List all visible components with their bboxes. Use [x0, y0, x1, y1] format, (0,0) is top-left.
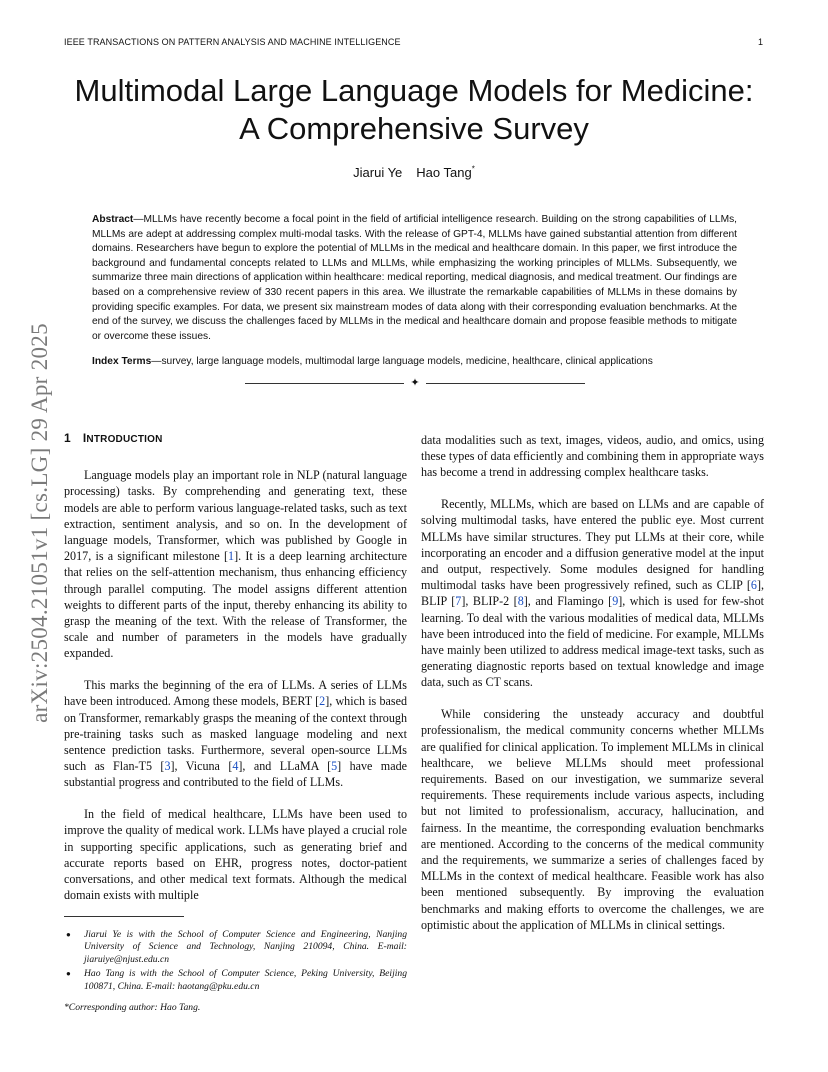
- abstract-label: Abstract: [92, 214, 134, 225]
- paragraph: data modalities such as text, images, videos, audio, and omics, using these types of data efficiently and combining them in appropriate ways has become a trend in addressing complex healthcare tasks.: [421, 433, 765, 480]
- citation-link[interactable]: 7: [455, 594, 462, 609]
- paragraph: While considering the unsteady accuracy and doubtful professionalism, the medical community concerns whether MLLMs are qualified for clinical application. To implement MLLMs in clinical healthcare, we believe MLLMs should meet professional requirements. Based on our investigation, we summarize several requirements. These requirements include various aspects, including but not limited to professionalism, accuracy, hallucination, and fairness. In the meantime, the corresponding evaluation benchmarks are mentioned. According to the concerns of the medical community and the requirements, we summarize a series of challenges faced by MLLMs in the context of medical healthcare. Feasible work has also been mentioned subsequently. By improving the evaluation benchmarks and making efforts to overcome the challenges, we are optimistic about the application of MLLMs in clinical settings.: [421, 707, 764, 932]
- citation-link[interactable]: 8: [517, 594, 524, 609]
- citation-link[interactable]: 4: [232, 759, 239, 774]
- corresponding-mark: *: [471, 165, 475, 174]
- author-name: Jiarui Ye: [353, 165, 403, 181]
- paragraph: In the field of medical healthcare, LLMs have been used to improve the quality of medical work. LLMs have played a crucial role in supporting specific applications, such as generating brief and accurate reports based on EHR, progress notes, doctor-patient conversations, and other medical text formats. Although the medical domain exists with multiple: [64, 807, 407, 903]
- right-column: [421, 432, 764, 933]
- footnote-rule: [64, 916, 184, 917]
- citation-link[interactable]: 1: [228, 549, 235, 564]
- citation-link[interactable]: 6: [750, 578, 757, 593]
- left-column: [64, 430, 407, 903]
- footnote: ● Hao Tang is with the School of Computer Science, Peking University, Beijing 100871, China. E-mail: haotang@pku.edu.cn: [66, 968, 407, 992]
- section-title-rest: NTRODUCTION: [86, 434, 163, 445]
- paragraph: Recently, MLLMs, which are based on LLMs and are capable of solving multimodal tasks, have entered the public eye. Most current MLLMs have similar structures. They put LLMs at their core, while incorporating an encoder and a diffusion generative model at the input and output, respectively. Some modules designed for handling multimodal tasks have been progressively refined, such as CLIP [6], BLIP [7], BLIP-2 [8], and Flamingo [9], which is used for few-shot learning. To deal with the various modalities of medical data, MLLMs have been introduced into the field of medicine. For example, MLLMs have mainly been utilized to address medical image-text tasks, such as generating diagnostic reports based on textual knowledge and image data, such as CT scans.: [421, 497, 765, 690]
- paragraph: This marks the beginning of the era of LLMs. A series of LLMs have been introduced. Among these models, BERT [2], which is based on Transformer, remarkably grasps the meaning of the context through pre-training tasks such as masked language modeling and next sentence prediction tasks. Furthermore, several open-source LLMs such as Flan-T5 [3], Vicuna [4], and LLaMA [5] have made substantial progress and contributed to the field of LLMs.: [64, 678, 407, 790]
- arxiv-identifier: [20, 283, 60, 763]
- author-list: [64, 165, 764, 180]
- footnotes: [64, 929, 407, 1014]
- page-number: 1: [758, 37, 764, 47]
- citation-link[interactable]: 3: [164, 759, 171, 774]
- index-terms-label: Index Terms: [92, 356, 152, 367]
- index-terms: [92, 355, 737, 370]
- diamond-icon: ✦: [410, 377, 420, 389]
- citation-link[interactable]: 5: [331, 759, 338, 774]
- abstract: [92, 213, 737, 344]
- abstract-text: —MLLMs have recently become a focal point in the field of artificial intelligence research. Building on the strong capabilities of LLMs, MLLMs are adept at addressing complex multi-modal tasks. With the release of GPT-4, MLLMs have gained substantial attention from different domains. Researchers have begun to explore the potential of MLLMs in the medical and healthcare domain. In this paper, we first introduce the background and fundamental concepts related to LLMs and MLLMs, while emphasizing the working principles of MLLMs. Subsequently, we summarize three main directions of application within healthcare: medical reporting, medical diagnosis, and medical treatment. Our findings are based on a comprehensive review of 330 recent papers in this area. We illustrate the remarkable capabilities of MLLMs in these domains by providing specific examples. For data, we present six mainstream modes of data along with their corresponding evaluation benchmarks. At the end of the survey, we discuss the challenges faced by MLLMs in the medical and healthcare domain and propose feasible methods to mitigate or overcome these issues.: [92, 214, 737, 342]
- section-heading: [64, 430, 407, 448]
- paragraph: Language models play an important role in NLP (natural language processing) tasks. By comprehending and generating text, these models are able to perform various language-related tasks, such as text extraction, sentiment analysis, and so on. In the development of language models, Transformer, which was published by Google in 2017, is a significant milestone [1]. It is a deep learning architecture that relies on the self-attention mechanism, thus enhancing efficiency through parallel computing. The model assigns different attention weights to different parts of the input, thereby enhancing its ability to grasp the meaning of the text. With the release of Transformer, the scale and number of parameters in the models have gradually expanded.: [64, 468, 407, 661]
- corresponding-author-note: *Corresponding author: Hao Tang.: [64, 1002, 201, 1014]
- author-name: Hao Tang*: [416, 165, 475, 181]
- citation-link[interactable]: 2: [319, 694, 326, 709]
- journal-header: IEEE TRANSACTIONS ON PATTERN ANALYSIS AND MACHINE INTELLIGENCE: [64, 37, 401, 47]
- section-number: 1: [64, 431, 71, 445]
- arxiv-identifier-text: arXiv:2504.21051v1 [cs.LG] 29 Apr 2025: [27, 323, 52, 723]
- section-title-initial: I: [82, 431, 87, 445]
- index-terms-text: —survey, large language models, multimodal large language models, medicine, healthcare, clinical applications: [151, 356, 653, 367]
- bullet-icon: ●: [66, 969, 71, 979]
- paper-title: Multimodal Large Language Models for Medicine: A Comprehensive Survey: [74, 73, 754, 146]
- citation-link[interactable]: 9: [612, 594, 619, 609]
- bullet-icon: ●: [66, 930, 71, 939]
- section-divider: [245, 376, 585, 390]
- footnote: ● Jiarui Ye is with the School of Computer Science and Engineering, Nanjing University of Science and Technology, Nanjing 210094, China. E-mail: jiaruiye@njust.edu.cn: [66, 929, 407, 965]
